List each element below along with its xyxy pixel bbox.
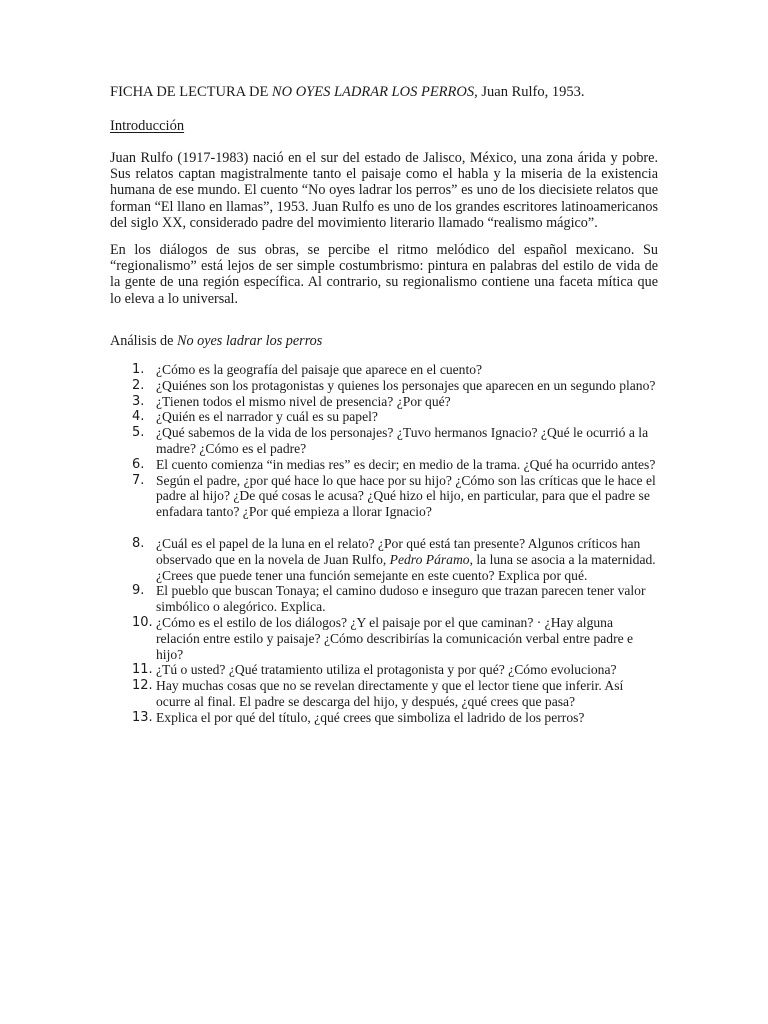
question-text: ¿Quiénes son los protagonistas y quienes los personajes que aparecen en un segundo plano? [156, 377, 656, 393]
question-item [110, 457, 656, 473]
document-title [110, 84, 670, 101]
title-work: NO OYES LADRAR LOS PERROS [271, 84, 475, 100]
question-number: 9. [132, 583, 145, 599]
question-item [110, 536, 656, 583]
question-text-after: , la luna se asocia a la maternidad. ¿Crees que puede tener una función semejante en este cuento? Explica por qué. [156, 551, 656, 583]
question-item [110, 394, 656, 410]
intro-heading: Introducción [110, 118, 185, 134]
intro-paragraph-1: Juan Rulfo (1917-1983) nació en el sur del estado de Jalisco, México, una zona árida y pobre. Sus relatos captan magistralmente tanto el paisaje como el habla y la miseria de la existencia humana de ese mundo. El cuento “No oyes ladrar los perros” es uno de los diecisiete relatos que forman “El llano en llamas”, 1953. Juan Rulfo es uno de los grandes escritores latinoamericanos del siglo XX, considerado padre del movimiento literario llamado “realismo mágico”. [110, 150, 658, 231]
question-number: 3. [132, 393, 145, 409]
question-text: ¿Quién es el narrador y cuál es su papel? [156, 409, 378, 425]
question-number: 10. [132, 614, 153, 630]
question-item [110, 409, 656, 425]
question-item [110, 362, 656, 378]
title-prefix: FICHA DE LECTURA DE [110, 84, 272, 100]
question-item [110, 583, 656, 615]
question-item [110, 615, 656, 662]
question-text: ¿Tienen todos el mismo nivel de presencia? ¿Por qué? [156, 393, 451, 409]
question-item [110, 662, 656, 678]
question-text-before: ¿Cuál es el papel de la luna en el relato? ¿Por qué está tan presente? Algunos críticos han observado que en la novela de Juan Rulfo, [156, 535, 641, 567]
question-item [110, 378, 656, 394]
question-text: Explica el por qué del título, ¿qué crees que simboliza el ladrido de los perros? [156, 709, 585, 725]
title-suffix: , Juan Rulfo, 1953. [474, 84, 585, 100]
question-text: ¿Qué sabemos de la vida de los personajes? ¿Tuvo hermanos Ignacio? ¿Qué le ocurrió a la madre? ¿Cómo es el padre? [156, 425, 649, 456]
intro-paragraph-2: En los diálogos de sus obras, se percibe el ritmo melódico del español mexicano. Su “regionalismo” está lejos de ser simple costumbrismo: pintura en palabras del estilo de vida de la gente de una región específica. Al contrario, su regionalismo contiene una faceta mítica que lo eleva a lo universal. [110, 242, 658, 307]
question-number: 13. [132, 709, 153, 725]
question-text: Hay muchas cosas que no se revelan directamente y que el lector tiene que inferir. Así ocurre al final. El padre se descarga del hijo, y después, ¿qué crees que pasa? [156, 678, 624, 709]
analysis-heading [110, 333, 322, 349]
question-text: Según el padre, ¿por qué hace lo que hace por su hijo? ¿Cómo son las críticas que le hace el padre al hijo? ¿De qué cosas le acusa? ¿Qué hizo el hijo, en particular, para que el padre se enfadara tanto? ¿Por qué empieza a llorar Ignacio? [156, 472, 656, 520]
question-number: 5. [132, 425, 145, 441]
question-number: 7. [132, 472, 145, 488]
question-number: 8. [132, 535, 145, 551]
question-item [110, 678, 656, 710]
question-number: 4. [132, 409, 145, 425]
question-text-italic: Pedro Páramo [389, 551, 470, 567]
question-number: 12. [132, 678, 153, 694]
question-item [110, 425, 656, 457]
analysis-prefix: Análisis de [110, 333, 177, 349]
question-number: 11. [132, 662, 153, 678]
question-item [110, 710, 656, 726]
analysis-work: No oyes ladrar los perros [177, 333, 323, 349]
question-number: 1. [132, 362, 145, 377]
question-list [110, 362, 670, 726]
question-number: 2. [132, 377, 145, 393]
question-text: ¿Tú o usted? ¿Qué tratamiento utiliza el protagonista y por qué? ¿Cómo evoluciona? [156, 662, 617, 678]
question-text: El pueblo que buscan Tonaya; el camino dudoso e inseguro que trazan parecen tener valor simbólico o alegórico. Explica. [156, 583, 646, 615]
question-item [110, 473, 656, 520]
question-number: 6. [132, 456, 145, 472]
question-text: El cuento comienza “in medias res” es decir; en medio de la trama. ¿Qué ha ocurrido antes? [156, 456, 656, 472]
question-text: ¿Cómo es el estilo de los diálogos? ¿Y el paisaje por el que caminan? · ¿Hay alguna relación entre estilo y paisaje? ¿Cómo describirías la comunicación verbal entre padre e hijo? [156, 614, 634, 662]
question-text: ¿Cómo es la geografía del paisaje que aparece en el cuento? [156, 362, 483, 377]
